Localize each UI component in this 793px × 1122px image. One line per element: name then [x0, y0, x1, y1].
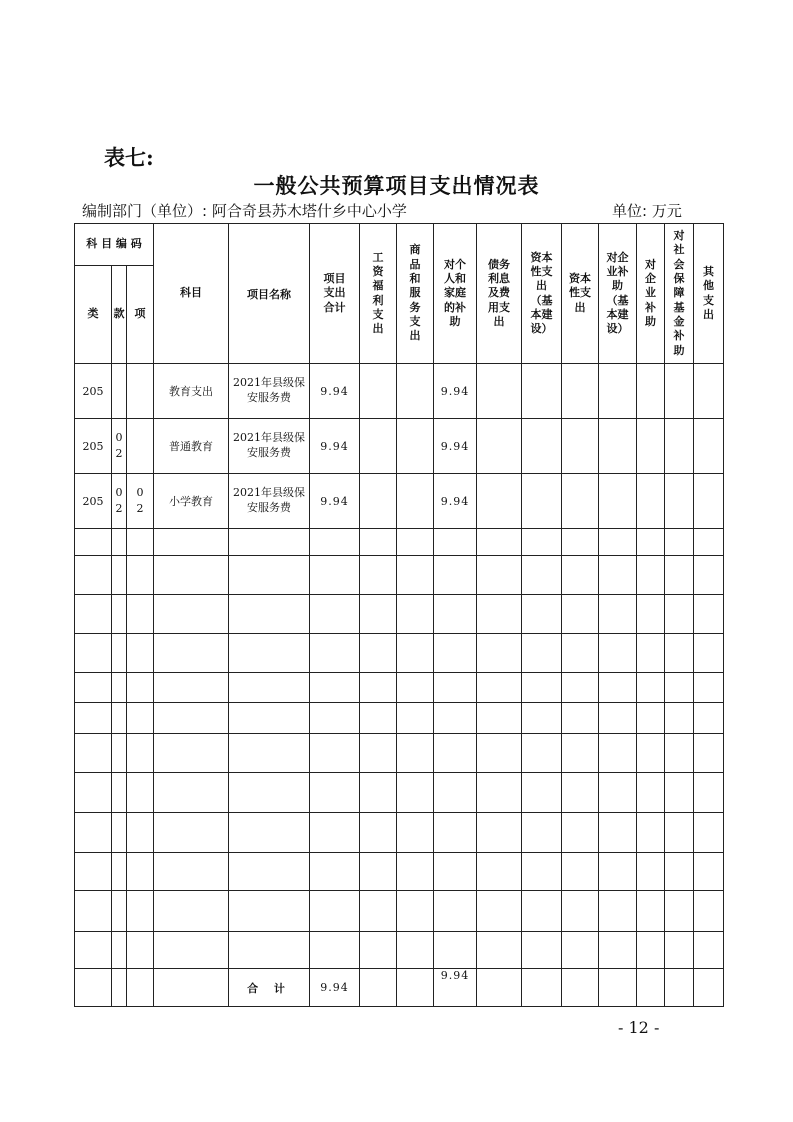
cell-total: 9.94: [310, 474, 360, 529]
total-row: [75, 969, 724, 1007]
page-number: - 12 -: [618, 1018, 660, 1037]
header-wage: 工资福利支出: [360, 224, 397, 364]
cell-lei: 205: [75, 419, 112, 474]
total-label: 合 计: [229, 969, 310, 1007]
header-enterprise: 对企业补助: [637, 224, 665, 364]
cell-household: 9.94: [434, 419, 477, 474]
table-row: [75, 364, 724, 419]
empty-row: [75, 673, 724, 703]
cell-total: 9.94: [310, 364, 360, 419]
empty-row: [75, 891, 724, 932]
cell-kuan: 02: [112, 474, 127, 529]
cell-project-name: 2021年县级保安服务费: [229, 364, 310, 419]
cell-project-name: 2021年县级保安服务费: [229, 419, 310, 474]
empty-row: [75, 595, 724, 634]
header-social: 对社会保障基金补助: [665, 224, 694, 364]
budget-table: [74, 223, 724, 1007]
header-debt: 债务利息及费用支出: [477, 224, 522, 364]
cell-subject: 小学教育: [154, 474, 229, 529]
empty-row: [75, 703, 724, 734]
cell-kuan: [112, 364, 127, 419]
cell-subject: 普通教育: [154, 419, 229, 474]
empty-row: [75, 556, 724, 595]
unit-label: 单位: 万元: [612, 202, 682, 220]
table-row: [75, 474, 724, 529]
header-subject: 科目: [154, 224, 229, 364]
header-capital: 资本性支出: [562, 224, 599, 364]
cell-lei: 205: [75, 474, 112, 529]
header-total: 项目支出合计: [310, 224, 360, 364]
cell-xiang: [127, 364, 154, 419]
header-goods: 商品和服务支出: [397, 224, 434, 364]
header-enterprise-build: 对企业补助（基本建设）: [599, 224, 637, 364]
table-number: 表七:: [104, 145, 154, 170]
header-lei: 类: [75, 266, 112, 364]
page-title: 一般公共预算项目支出情况表: [253, 173, 540, 198]
cell-total: 9.94: [310, 419, 360, 474]
header-other: 其他支出: [694, 224, 724, 364]
empty-row: [75, 932, 724, 969]
total-amount: 9.94: [310, 969, 360, 1007]
cell-kuan: 02: [112, 419, 127, 474]
header-xiang: 项: [127, 266, 154, 364]
empty-row: [75, 853, 724, 891]
empty-row: [75, 773, 724, 813]
cell-lei: 205: [75, 364, 112, 419]
table-row: [75, 419, 724, 474]
cell-subject: 教育支出: [154, 364, 229, 419]
empty-row: [75, 634, 724, 673]
empty-row: [75, 813, 724, 853]
header-household: 对个人和家庭的补助: [434, 224, 477, 364]
cell-household: 9.94: [434, 474, 477, 529]
header-project-name: 项目名称: [229, 224, 310, 364]
empty-row: [75, 529, 724, 556]
department-label: 编制部门（单位）: 阿合奇县苏木塔什乡中心小学: [82, 202, 407, 220]
header-capital-build: 资本性支出（基本建设）: [522, 224, 562, 364]
header-kuan: 款: [112, 266, 127, 364]
cell-xiang: 02: [127, 474, 154, 529]
total-household: 9.94: [434, 969, 477, 1007]
cell-household: 9.94: [434, 364, 477, 419]
cell-project-name: 2021年县级保安服务费: [229, 474, 310, 529]
cell-xiang: [127, 419, 154, 474]
header-code-group: 科 目 编 码: [75, 224, 154, 266]
empty-row: [75, 734, 724, 773]
